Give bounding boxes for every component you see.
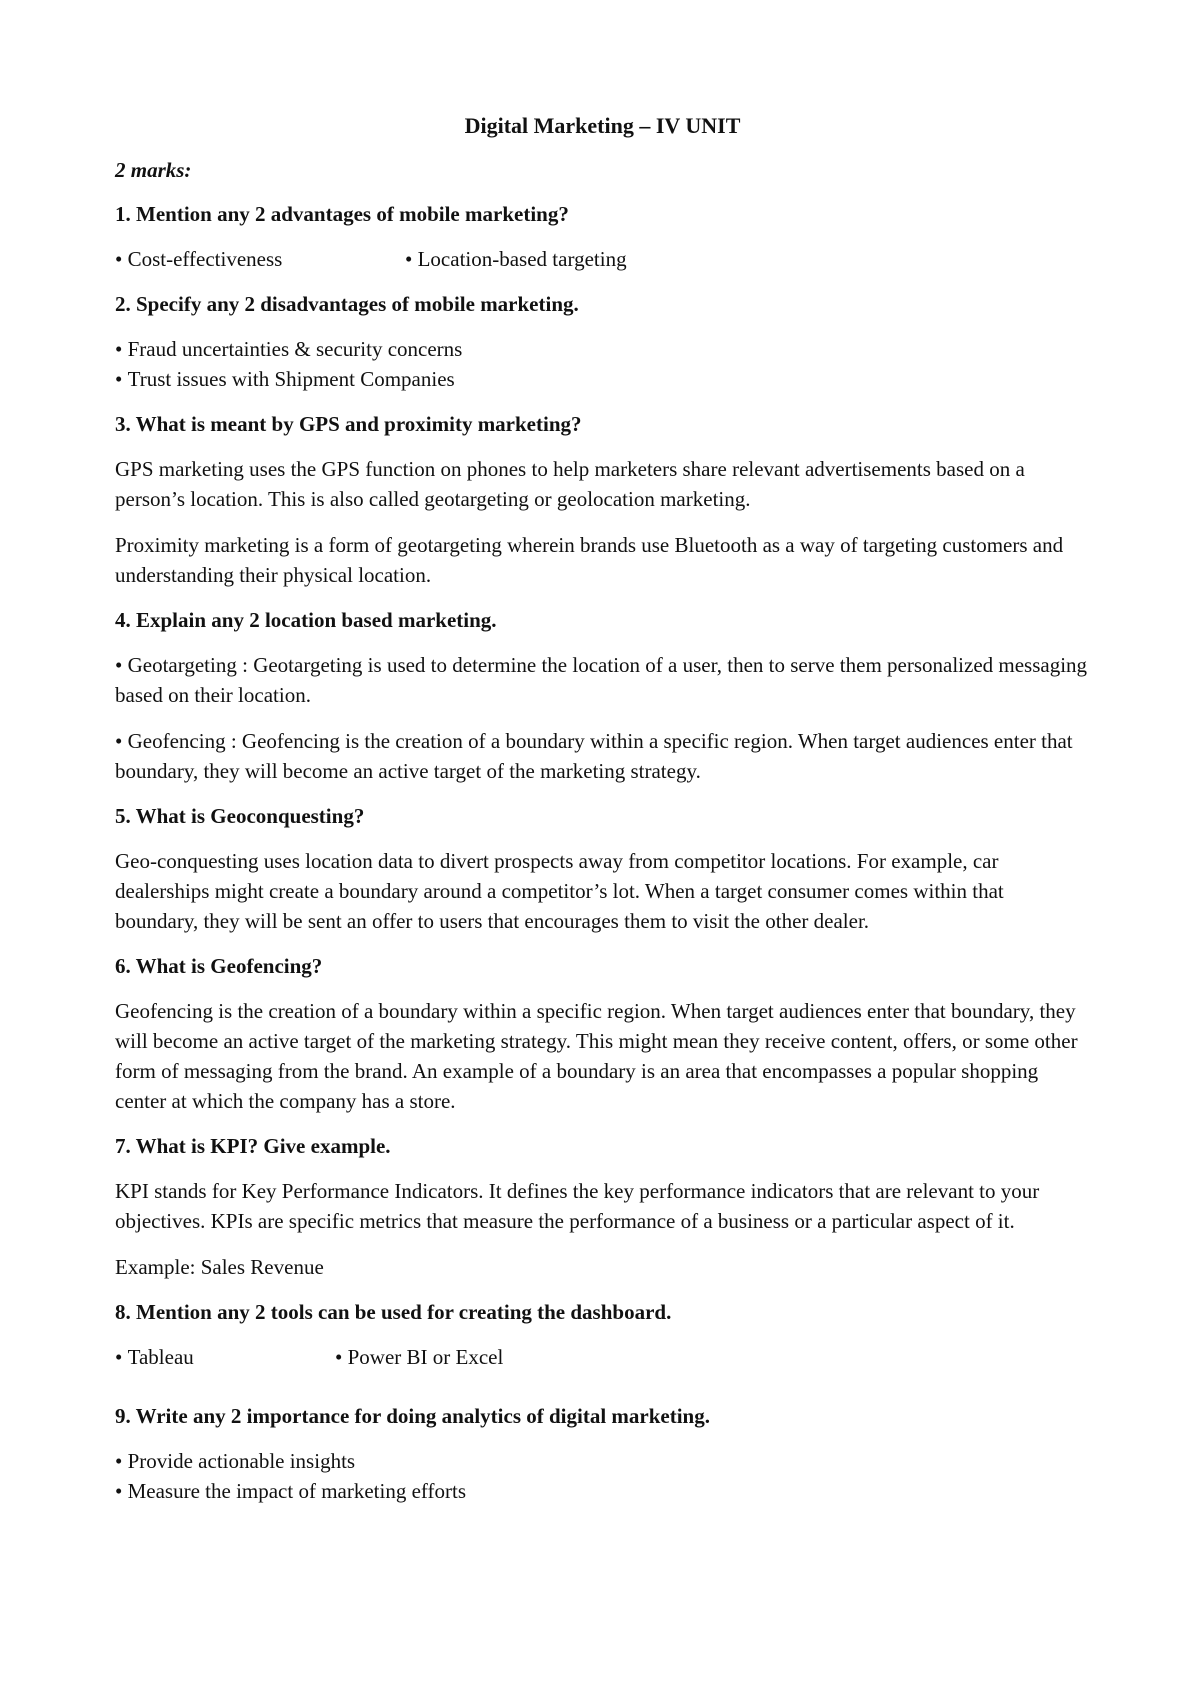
answer-4-text-1: Geotargeting : Geotargeting is used to determine the location of a user, then to serve them personalized messaging based on their location. <box>115 653 1088 707</box>
answer-1-bullets <box>115 244 1090 274</box>
list-item: • Measure the impact of marketing efforts <box>115 1476 1090 1506</box>
question-9: 9. Write any 2 importance for doing analytics of digital marketing. <box>115 1404 710 1428</box>
answer-4-paragraph-2: • Geofencing : Geofencing is the creation of a boundary within a specific region. When target audiences enter that boundary, they will become an active target of the marketing strategy. <box>115 729 1073 783</box>
list-item: • Provide actionable insights <box>115 1446 1090 1476</box>
question-2: 2. Specify any 2 disadvantages of mobile marketing. <box>115 292 579 316</box>
question-6: 6. What is Geofencing? <box>115 954 323 978</box>
section-label: 2 marks: <box>115 158 192 182</box>
question-3: 3. What is meant by GPS and proximity marketing? <box>115 412 582 436</box>
document-title: Digital Marketing – IV UNIT <box>464 113 741 138</box>
answer-8-bullet-a: • Tableau <box>115 1342 335 1372</box>
answer-8-bullets <box>115 1342 1090 1372</box>
answer-5-paragraph: Geo-conquesting uses location data to divert prospects away from competitor locations. For example, car dealerships might create a boundary around a competitor’s lot. When a target consumer comes within that boundary, they will be sent an offer to users that encourages them to visit the other dealer. <box>115 849 1004 933</box>
answer-1-bullet-b: • Location-based targeting <box>405 244 627 274</box>
question-8: 8. Mention any 2 tools can be used for creating the dashboard. <box>115 1300 672 1324</box>
answer-6-paragraph: Geofencing is the creation of a boundary within a specific region. When target audiences enter that boundary, they will become an active target of the marketing strategy. This might mean they receive content, offers, or some other form of messaging from the brand. An example of a boundary is an area that encompasses a popular shopping center at which the company has a store. <box>115 999 1078 1113</box>
answer-4-text-2: Geofencing : Geofencing is the creation of a boundary within a specific region. When target audiences enter that boundary, they will become an active target of the marketing strategy. <box>115 729 1073 783</box>
question-7: 7. What is KPI? Give example. <box>115 1134 391 1158</box>
answer-8-bullet-b: • Power BI or Excel <box>335 1342 503 1372</box>
list-item: • Trust issues with Shipment Companies <box>115 364 1090 394</box>
answer-1-bullet-a: • Cost-effectiveness <box>115 244 405 274</box>
answer-2-list <box>115 334 1090 394</box>
list-item: • Fraud uncertainties & security concerns <box>115 334 1090 364</box>
question-5: 5. What is Geoconquesting? <box>115 804 365 828</box>
answer-7-paragraph-1: KPI stands for Key Performance Indicators. It defines the key performance indicators that are relevant to your objectives. KPIs are specific metrics that measure the performance of a business or a particular aspect of it. <box>115 1179 1040 1233</box>
answer-3-paragraph-1: GPS marketing uses the GPS function on phones to help marketers share relevant advertisements based on a person’s location. This is also called geotargeting or geolocation marketing. <box>115 457 1025 511</box>
answer-7-paragraph-2: Example: Sales Revenue <box>115 1255 324 1279</box>
question-1: 1. Mention any 2 advantages of mobile marketing? <box>115 202 569 226</box>
answer-4-paragraph-1: • Geotargeting : Geotargeting is used to determine the location of a user, then to serve them personalized messaging based on their location. <box>115 653 1088 707</box>
answer-9-list <box>115 1446 1090 1506</box>
answer-3-paragraph-2: Proximity marketing is a form of geotargeting wherein brands use Bluetooth as a way of targeting customers and understanding their physical location. <box>115 533 1064 587</box>
question-4: 4. Explain any 2 location based marketing. <box>115 608 497 632</box>
